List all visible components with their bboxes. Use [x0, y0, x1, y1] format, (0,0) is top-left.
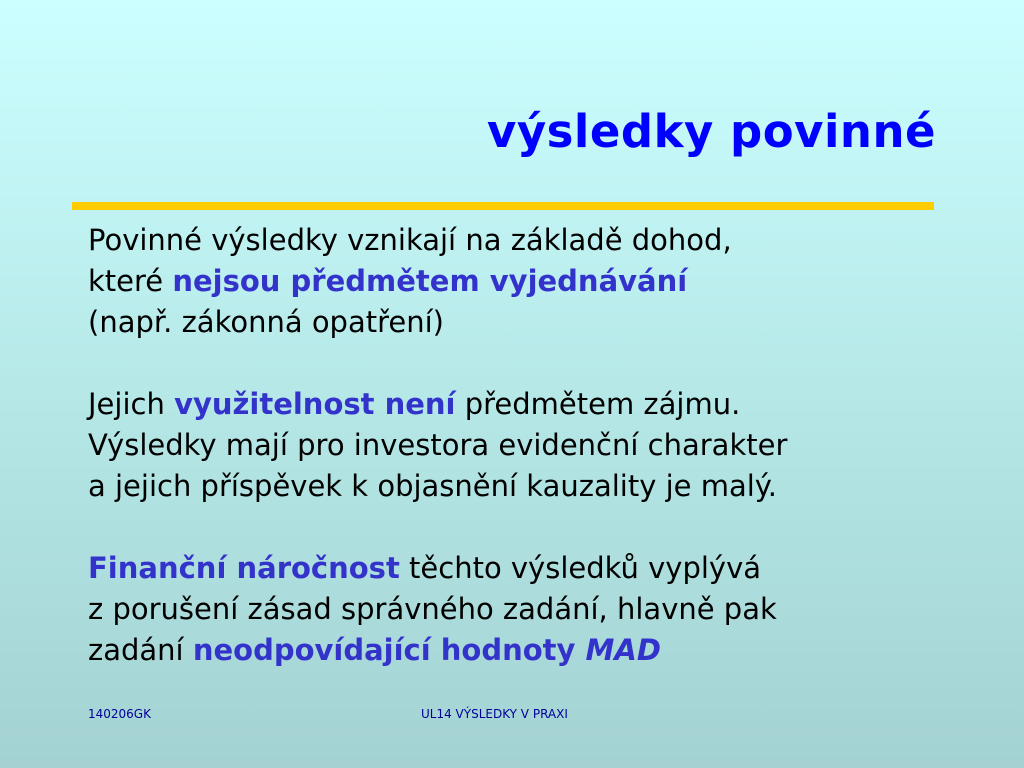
body-text: Jejich: [88, 387, 175, 421]
highlight-text: Finanční náročnost: [88, 551, 400, 585]
highlight-italic-text: MAD: [585, 633, 661, 667]
slide-body: [88, 220, 968, 712]
paragraph-financial-cost: [88, 548, 968, 671]
body-line: [88, 466, 968, 507]
footer-code: 140206GK: [88, 707, 151, 721]
body-line: [88, 589, 968, 630]
body-text: Povinné výsledky vznikají na základě dohod,: [88, 223, 732, 257]
body-text: které: [88, 264, 173, 298]
body-line: [88, 384, 968, 425]
highlight-text: neodpovídající hodnoty: [192, 633, 586, 667]
body-text: (např. zákonná opatření): [88, 305, 444, 339]
body-line: [88, 548, 968, 589]
paragraph-mandatory-results: [88, 220, 968, 343]
body-text: zadání: [88, 633, 193, 667]
slide-title: výsledky povinné: [486, 105, 936, 158]
footer-title: UL14 VÝSLEDKY V PRAXI: [421, 707, 568, 721]
highlight-text: nejsou předmětem vyjednávání: [172, 264, 688, 298]
body-text: a jejich příspěvek k objasnění kauzality je malý.: [88, 469, 778, 503]
body-text: Výsledky mají pro investora evidenční charakter: [88, 428, 788, 462]
body-text: těchto výsledků vyplývá: [399, 551, 762, 585]
title-divider: [72, 202, 934, 210]
paragraph-usability: [88, 384, 968, 507]
body-line: [88, 425, 968, 466]
body-line: [88, 630, 968, 671]
body-text: z porušení zásad správného zadání, hlavně pak: [88, 592, 777, 626]
body-line: [88, 302, 968, 343]
body-line: [88, 220, 968, 261]
body-line: [88, 261, 968, 302]
highlight-text: využitelnost není: [174, 387, 456, 421]
body-text: předmětem zájmu.: [455, 387, 741, 421]
